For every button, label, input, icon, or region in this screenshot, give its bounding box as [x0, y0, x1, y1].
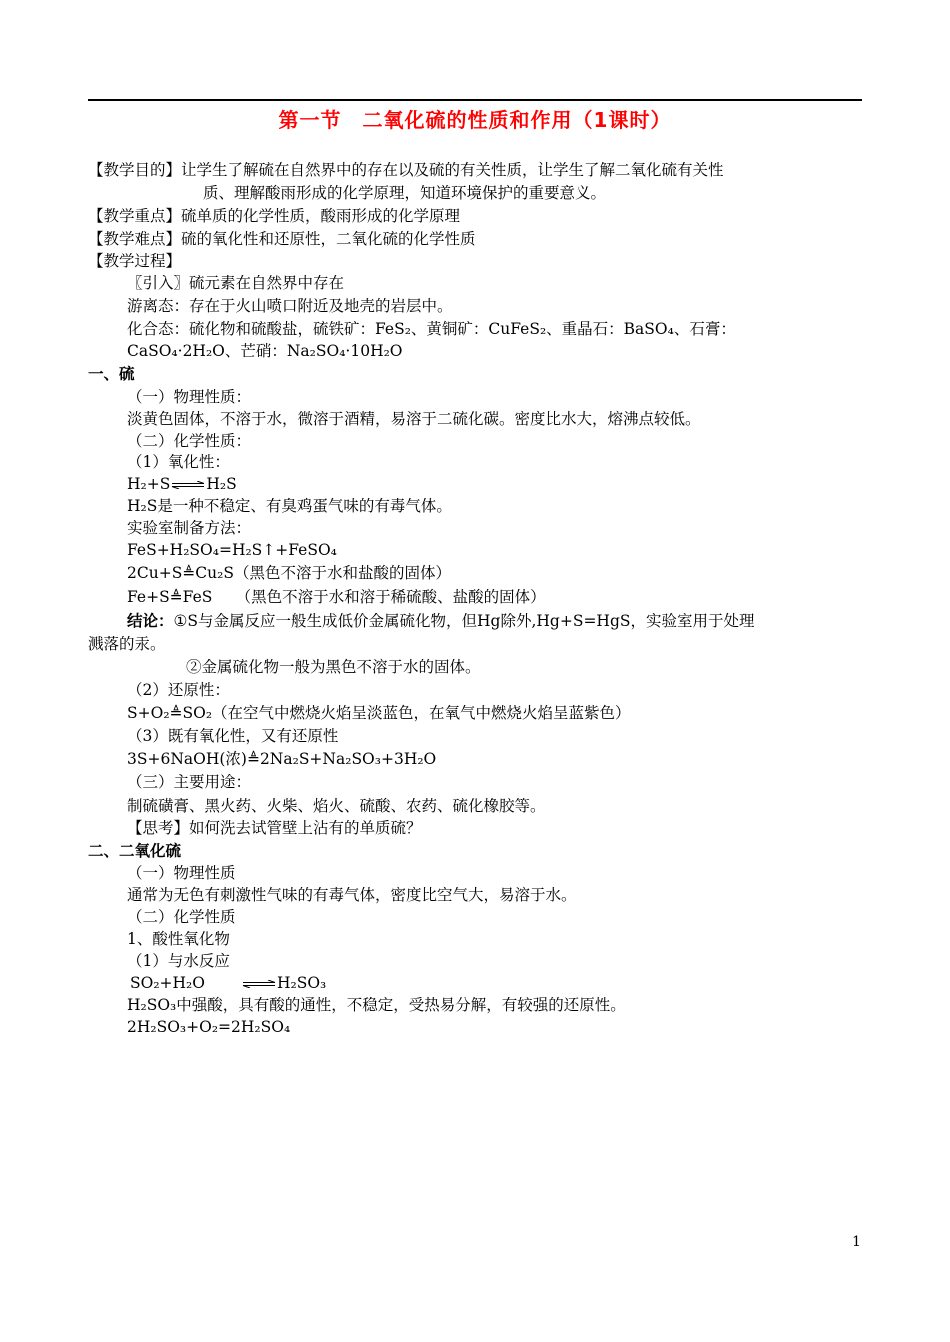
equation-product: H₂S	[206, 475, 237, 493]
combined-state-line-1: 化合态：硫化物和硫酸盐，硫铁矿：FeS₂、黄铜矿：CuFeS₂、重晶石：BaSO₄、石膏：	[127, 320, 736, 338]
equation-so2-h2o	[130, 973, 326, 993]
both-properties-heading: （3）既有氧化性，又有还原性	[127, 727, 339, 745]
h2so3-description: H₂SO₃中强酸，具有酸的通性，不稳定，受热易分解，有较强的还原性。	[127, 996, 626, 1014]
equation-fe-s: Fe+S≜FeS （黑色不溶于水和溶于稀硫酸、盐酸的固体）	[127, 588, 546, 606]
equation-product-h2so3: H₂SO₃	[276, 974, 327, 992]
equation-h2so3-o2: 2H₂SO₃+O₂=2H₂SO₄	[127, 1018, 291, 1036]
teaching-goal-line-2: 质、理解酸雨形成的化学原理，知道环境保护的重要意义。	[203, 184, 607, 202]
lab-preparation-heading: 实验室制备方法：	[127, 519, 252, 537]
thinking-question: 【思考】如何洗去试管壁上沾有的单质硫？	[127, 819, 422, 837]
uses-text: 制硫磺膏、黑火药、火柴、焰火、硫酸、农药、硫化橡胶等。	[127, 797, 546, 815]
physical-properties-text: 淡黄色固体，不溶于水，微溶于酒精，易溶于二硫化碳。密度比水大，熔沸点较低。	[127, 410, 701, 428]
conclusion-text-1: ①S与金属反应一般生成低价金属硫化物，但Hg除外,Hg+S=HgS，实验室用于处理	[173, 612, 755, 630]
reversible-arrow-icon	[242, 980, 276, 988]
conclusion-line-2: 溅落的汞。	[88, 635, 166, 653]
chemical-properties-heading: （二）化学性质：	[127, 432, 252, 450]
equation-cu-s: 2Cu+S≜Cu₂S（黑色不溶于水和盐酸的固体）	[127, 564, 451, 582]
teaching-difficulty: 【教学难点】硫的氧化性和还原性，二氧化硫的化学性质	[88, 230, 476, 248]
section-heading-sulfur: 一、硫	[88, 365, 135, 383]
physical-properties-heading: （一）物理性质：	[127, 388, 252, 406]
teaching-process-heading: 【教学过程】	[88, 252, 182, 270]
uses-heading: （三）主要用途：	[127, 773, 252, 791]
water-reaction-heading: （1）与水反应	[127, 952, 230, 970]
conclusion-label: 结论：	[127, 612, 174, 630]
equation-reactants-so2: SO₂+H₂O	[130, 974, 205, 992]
so2-physical-heading: （一）物理性质	[127, 864, 236, 882]
teaching-focus: 【教学重点】硫单质的化学性质，酸雨形成的化学原理	[88, 207, 461, 225]
acidic-oxide-heading: 1、酸性氧化物	[127, 930, 230, 948]
h2s-description: H₂S是一种不稳定、有臭鸡蛋气味的有毒气体。	[127, 497, 452, 515]
equation-fes-h2so4: FeS+H₂SO₄=H₂S↑+FeSO₄	[127, 541, 337, 559]
equation-h2-s	[127, 474, 237, 494]
intro-line: 〖引入〗硫元素在自然界中存在	[127, 274, 345, 292]
header-rule	[88, 99, 862, 101]
so2-physical-text: 通常为无色有刺激性气味的有毒气体，密度比空气大，易溶于水。	[127, 886, 577, 904]
equation-s-o2: S+O₂≜SO₂（在空气中燃烧火焰呈淡蓝色，在氧气中燃烧火焰呈蓝紫色）	[127, 704, 631, 722]
conclusion-line-1	[127, 611, 755, 631]
reversible-arrow-icon	[171, 481, 205, 489]
free-state-line: 游离态：存在于火山喷口附近及地壳的岩层中。	[127, 297, 453, 315]
oxidizing-heading: （1）氧化性：	[127, 453, 230, 471]
section-heading-so2: 二、二氧化硫	[88, 842, 182, 860]
equation-reactants: H₂+S	[127, 475, 171, 493]
reducing-heading: （2）还原性：	[127, 681, 230, 699]
teaching-goal-line-1: 【教学目的】让学生了解硫在自然界中的存在以及硫的有关性质，让学生了解二氧化硫有关性	[88, 161, 724, 179]
combined-state-line-2: CaSO₄·2H₂O、芒硝：Na₂SO₄·10H₂O	[127, 342, 403, 360]
equation-s-naoh: 3S+6NaOH(浓)≜2Na₂S+Na₂SO₃+3H₂O	[127, 750, 437, 768]
so2-chemical-heading: （二）化学性质	[127, 908, 236, 926]
conclusion-line-3: ②金属硫化物一般为黑色不溶于水的固体。	[186, 658, 481, 676]
page-title: 第一节 二氧化硫的性质和作用（1课时）	[278, 108, 672, 132]
page-number: 1	[852, 1234, 861, 1250]
